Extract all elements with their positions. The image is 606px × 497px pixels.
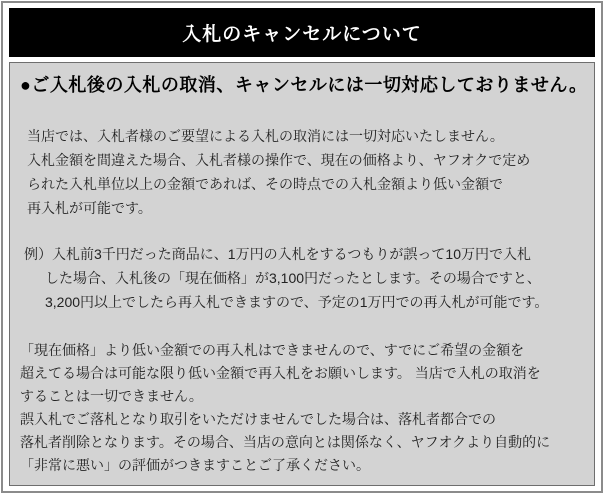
text-line: 「非常に悪い」の評価がつきますことご了承ください。: [20, 457, 370, 473]
text-line: 当店では、入札者様のご要望による入札の取消には一切対応いたしません。: [27, 128, 504, 144]
text-line: することは一切できません。: [20, 388, 203, 404]
text-line: 誤入札でご落札となり取引をいただけませんでした場合は、落札者都合での: [20, 411, 496, 427]
notice-frame: [1, 1, 603, 493]
paragraph-policy: [20, 124, 584, 220]
text-line: 「現在価格」より低い金額での再入札はできませんので、すでにご希望の金額を: [20, 342, 525, 358]
title-bar: [9, 8, 595, 57]
text-line: 3,200円以上でしたら再入札できますので、予定の1万円での再入札が可能です。: [45, 294, 549, 310]
paragraph-rebid-rules: [20, 339, 584, 477]
paragraph-example: [20, 242, 584, 314]
page-title: 入札のキャンセルについて: [182, 24, 422, 45]
text-line: 例）入札前3千円だった商品に、1万円の入札をするつもりが誤って10万円で入札: [24, 246, 532, 262]
text-line: 超えてる場合は可能な限り低い金額で再入札をお願いします。 当店で入札の取消を: [20, 365, 541, 381]
text-line: した場合、入札後の「現在価格」が3,100円だったとします。その場合ですと、: [45, 270, 541, 286]
text-line: 再入札が可能です。: [27, 200, 152, 216]
notice-headline: ●ご入札後の入札の取消、キャンセルには一切対応しておりません。: [20, 75, 588, 95]
text-line: られた入札単位以上の金額であれば、その時点での入札金額より低い金額で: [27, 176, 503, 192]
text-line: 入札金額を間違えた場合、入札者様の操作で、現在の価格より、ヤフオクで定め: [27, 152, 531, 168]
text-line: 落札者削除となります。その場合、当店の意向とは関係なく、ヤフオクより自動的に: [20, 434, 551, 450]
content-panel: [9, 62, 595, 486]
